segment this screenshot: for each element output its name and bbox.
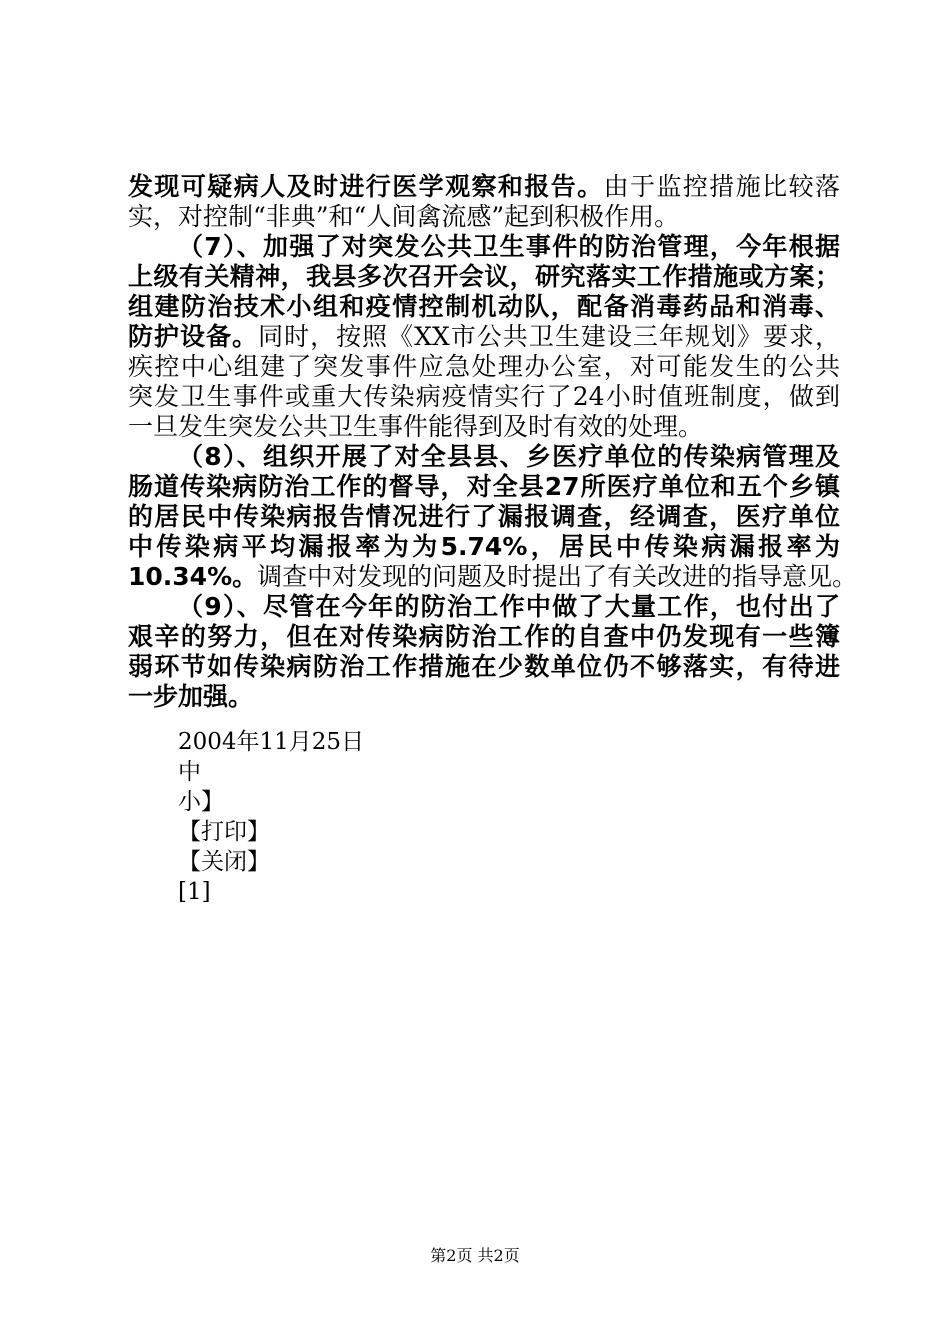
text-run: 突发卫生事件或重大传染病疫情实行了24小时值班制度，做到 — [128, 382, 840, 411]
text-run: 防护设备。 — [128, 322, 259, 351]
text-run: 实，对控制“非典”和“人间禽流感”起到积极作用。 — [128, 202, 680, 231]
text-line — [128, 352, 840, 382]
text-line — [128, 592, 840, 622]
text-run: 中传染病平均漏报率为为5.74%，居民中传染病漏报率为 — [128, 532, 840, 561]
text-line — [128, 442, 840, 472]
text-run: （8）、组织开展了对全县县、乡医疗单位的传染病管理及 — [178, 442, 840, 471]
text-line — [128, 412, 840, 442]
text-run: 组建防治技术小组和疫情控制机动队，配备消毒药品和消毒、 — [128, 292, 840, 321]
page-ref-link[interactable]: [1] — [178, 879, 211, 905]
text-run: （7）、加强了对突发公共卫生事件的防治管理，今年根据 — [178, 232, 840, 261]
print-link[interactable]: 【打印】 — [178, 819, 270, 845]
text-line — [128, 682, 840, 712]
text-line — [128, 322, 840, 352]
article-date: 2004年11月25日 — [178, 729, 365, 755]
text-line — [128, 502, 840, 532]
article-body — [128, 172, 858, 712]
text-run: 肠道传染病防治工作的督导，对全县27所医疗单位和五个乡镇 — [128, 472, 840, 501]
text-run: 弱环节如传染病防治工作措施在少数单位仍不够落实，有待进 — [128, 652, 840, 681]
text-run: 疾控中心组建了突发事件应急处理办公室，对可能发生的公共 — [128, 352, 840, 381]
text-line — [128, 382, 840, 412]
text-run: 一步加强。 — [128, 682, 254, 711]
text-run: 10.34%。 — [128, 562, 258, 591]
text-run: 上级有关精神，我县多次召开会议，研究落实工作措施或方案； — [128, 262, 840, 291]
text-line — [128, 202, 840, 232]
text-line — [128, 472, 840, 502]
text-run: 一旦发生突发公共卫生事件能得到及时有效的处理。 — [128, 412, 704, 441]
text-line — [128, 622, 840, 652]
text-line — [128, 532, 840, 562]
text-line — [128, 172, 840, 202]
text-run: 的居民中传染病报告情况进行了漏报调查，经调查，医疗单位 — [128, 502, 840, 531]
text-run: （9）、尽管在今年的防治工作中做了大量工作，也付出了 — [178, 592, 840, 621]
close-link[interactable]: 【关闭】 — [178, 849, 270, 875]
text-line — [128, 232, 840, 262]
text-line — [128, 652, 840, 682]
text-line — [128, 262, 840, 292]
page-footer: 第2页 共2页 — [430, 1246, 520, 1265]
text-run: 艰辛的努力，但在对传染病防治工作的自查中仍发现有一些簿 — [128, 622, 840, 651]
text-run: 由于监控措施比较落 — [603, 172, 840, 201]
text-run: 发现可疑病人及时进行医学观察和报告。 — [128, 172, 604, 201]
article-trailer — [178, 727, 364, 907]
text-line — [128, 562, 858, 592]
text-run: 调查中对发现的问题及时提出了有关改进的指导意见。 — [257, 562, 858, 591]
text-run: 同时，按照《XX市公共卫生建设三年规划》要求， — [258, 322, 840, 351]
font-size-medium-link[interactable]: 中 — [178, 759, 201, 785]
text-line — [128, 292, 840, 322]
font-size-small-link[interactable]: 小】 — [178, 789, 224, 815]
